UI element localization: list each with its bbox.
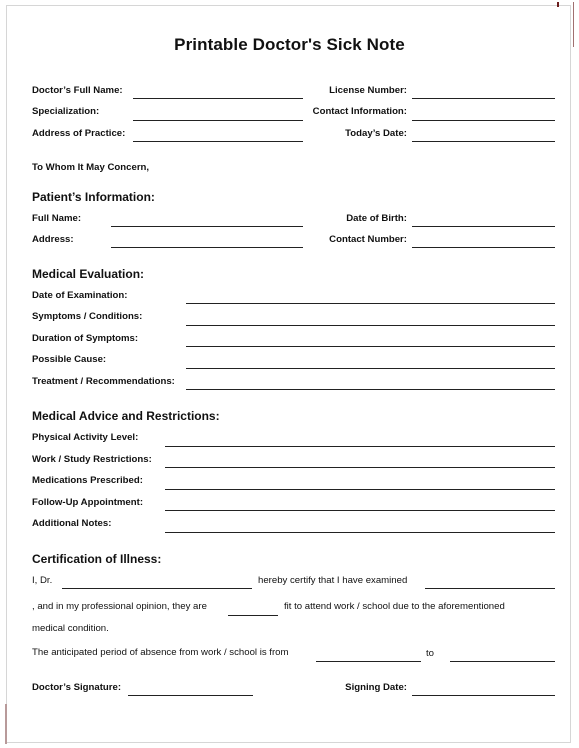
- patient-full-name-label: Full Name:: [32, 213, 82, 224]
- date-of-examination-label: Date of Examination:: [32, 290, 128, 301]
- page-edge-mark-bottom: [5, 704, 7, 744]
- possible-cause-field[interactable]: [186, 368, 555, 369]
- duration-of-symptoms-field[interactable]: [186, 346, 555, 347]
- todays-date-field[interactable]: [412, 141, 555, 142]
- address-of-practice-field[interactable]: [133, 141, 303, 142]
- fit-status-field[interactable]: [228, 615, 278, 616]
- treatment-label: Treatment / Recommendations:: [32, 376, 175, 387]
- work-study-restrictions-label: Work / Study Restrictions:: [32, 454, 152, 465]
- doctor-signature-field[interactable]: [128, 695, 253, 696]
- symptoms-field[interactable]: [186, 325, 555, 326]
- fit-text: fit to attend work / school due to the aforementioned: [284, 601, 505, 612]
- follow-up-label: Follow-Up Appointment:: [32, 497, 144, 508]
- patient-section-heading: Patient’s Information:: [32, 190, 155, 204]
- patient-full-name-field[interactable]: [111, 226, 303, 227]
- specialization-field[interactable]: [133, 120, 303, 121]
- doctor-full-name-label: Doctor’s Full Name:: [32, 85, 123, 96]
- contact-number-field[interactable]: [412, 247, 555, 248]
- todays-date-label: Today’s Date:: [345, 128, 407, 139]
- doctor-signature-label: Doctor’s Signature:: [32, 682, 122, 693]
- signing-date-field[interactable]: [412, 695, 555, 696]
- certify-text: hereby certify that I have examined: [258, 575, 408, 586]
- doctor-name-field[interactable]: [62, 588, 252, 589]
- date-of-birth-label: Date of Birth:: [346, 213, 407, 224]
- salutation: To Whom It May Concern,: [32, 162, 150, 173]
- page-edge-mark-top: [557, 2, 559, 7]
- absence-end-field[interactable]: [450, 661, 555, 662]
- evaluation-section-heading: Medical Evaluation:: [32, 267, 145, 281]
- patient-address-field[interactable]: [111, 247, 303, 248]
- date-of-examination-field[interactable]: [186, 303, 555, 304]
- dr-prefix-text: I, Dr.: [32, 575, 53, 586]
- contact-information-field[interactable]: [412, 120, 555, 121]
- medications-field[interactable]: [165, 489, 555, 490]
- address-of-practice-label: Address of Practice:: [32, 128, 126, 139]
- contact-number-label: Contact Number:: [329, 234, 407, 245]
- patient-name-field[interactable]: [425, 588, 555, 589]
- advice-section-heading: Medical Advice and Restrictions:: [32, 409, 220, 423]
- medications-label: Medications Prescribed:: [32, 475, 143, 486]
- doctor-full-name-field[interactable]: [133, 98, 303, 99]
- symptoms-label: Symptoms / Conditions:: [32, 311, 143, 322]
- document-title: Printable Doctor's Sick Note: [174, 35, 405, 54]
- to-text: to: [426, 648, 435, 659]
- additional-notes-label: Additional Notes:: [32, 518, 112, 529]
- absence-start-field[interactable]: [316, 661, 421, 662]
- certification-section-heading: Certification of Illness:: [32, 552, 162, 566]
- absence-period-text: The anticipated period of absence from work / school is from: [32, 647, 289, 658]
- treatment-field[interactable]: [186, 389, 555, 390]
- duration-of-symptoms-label: Duration of Symptoms:: [32, 333, 139, 344]
- signing-date-label: Signing Date:: [345, 682, 407, 693]
- opinion-text: , and in my professional opinion, they are: [32, 601, 207, 612]
- patient-address-label: Address:: [32, 234, 74, 245]
- possible-cause-label: Possible Cause:: [32, 354, 107, 365]
- physical-activity-label: Physical Activity Level:: [32, 432, 139, 443]
- license-number-field[interactable]: [412, 98, 555, 99]
- physical-activity-field[interactable]: [165, 446, 555, 447]
- license-number-label: License Number:: [329, 85, 407, 96]
- work-study-restrictions-field[interactable]: [165, 467, 555, 468]
- follow-up-field[interactable]: [165, 510, 555, 511]
- date-of-birth-field[interactable]: [412, 226, 555, 227]
- contact-information-label: Contact Information:: [312, 106, 407, 117]
- condition-text: medical condition.: [32, 623, 109, 634]
- additional-notes-field[interactable]: [165, 532, 555, 533]
- specialization-label: Specialization:: [32, 106, 100, 117]
